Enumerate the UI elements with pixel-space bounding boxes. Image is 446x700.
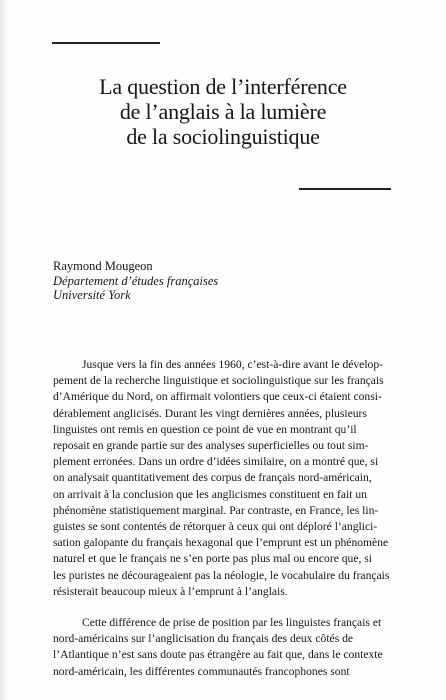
paragraph-spacer bbox=[53, 600, 393, 615]
paragraph-2-line: nord-américain, les différentes communautés francophones sont bbox=[53, 664, 350, 678]
paragraph-1-line: on arrivait à la conclusion que les anglicismes constituent en fait un bbox=[53, 487, 367, 501]
paragraph-1-line: linguistes ont remis en question ce point de vue en montrant qu’il bbox=[53, 422, 357, 436]
top-rule bbox=[52, 42, 160, 44]
author-university: Université York bbox=[53, 288, 131, 302]
title-line-3: de la sociolinguistique bbox=[126, 124, 320, 149]
paragraph-1-line: reposait en grande partie sur des analyses superficielles ou tout sim- bbox=[53, 439, 369, 453]
paragraph-1-line: naturel et que le français ne s’en porte pas plus mal ou encore que, si bbox=[53, 552, 373, 566]
paragraph-1-line: résisterait beaucoup mieux à l’emprunt à l’anglais. bbox=[53, 584, 288, 598]
article-title bbox=[58, 74, 388, 149]
paragraph-1-line: sation galopante du français hexagonal que l’emprunt est un phénomène bbox=[53, 536, 389, 550]
paragraph-1-line: pement de la recherche linguistique et sociolinguistique sur les français bbox=[53, 374, 384, 388]
title-line-1: La question de l’interférence bbox=[99, 74, 347, 99]
paragraph-2-line: l’Atlantique n’est sans doute pas étrangère au fait que, dans le contexte bbox=[53, 648, 383, 662]
paragraph-1-line: guistes se sont contentés de rétorquer à ceux qui ont déploré l’anglici- bbox=[53, 520, 378, 534]
paragraph-1-line: d’Amérique du Nord, on affirmait volontiers que ceux-ci étaient consi- bbox=[53, 390, 382, 404]
author-department: Département d’études françaises bbox=[53, 273, 219, 288]
bottom-rule bbox=[299, 188, 391, 190]
paragraph-2-line: Cette différence de prise de position par les linguistes français et bbox=[82, 616, 382, 630]
paragraph-1-line: les puristes ne décourageaient pas la néologie, le vocabulaire du français bbox=[53, 568, 390, 582]
title-line-2: de l’anglais à la lumière bbox=[119, 99, 327, 124]
paragraph-1-line: on analysait quantitativement des corpus de français nord-américain, bbox=[53, 471, 372, 485]
paragraph-1-line: plement erronées. Dans un ordre d’idées similaire, on a montré que, si bbox=[53, 455, 379, 469]
paragraph-1-line: Jusque vers la fin des années 1960, c’est-à-dire avant le dévelop- bbox=[82, 358, 384, 371]
paragraph-2-line: nord-américains sur l’anglicisation du français des deux côtés de bbox=[53, 632, 354, 646]
paragraph-1-line: phénomène statistiquement marginal. Par contraste, en France, les lin- bbox=[53, 503, 379, 517]
author-name: Raymond Mougeon bbox=[53, 259, 153, 273]
article-body bbox=[53, 357, 393, 680]
paragraph-1-line: dérablement anglicisés. Durant les vingt dernières années, plusieurs bbox=[53, 406, 367, 420]
page-edge-shadow bbox=[0, 0, 8, 700]
author-block bbox=[53, 259, 218, 303]
